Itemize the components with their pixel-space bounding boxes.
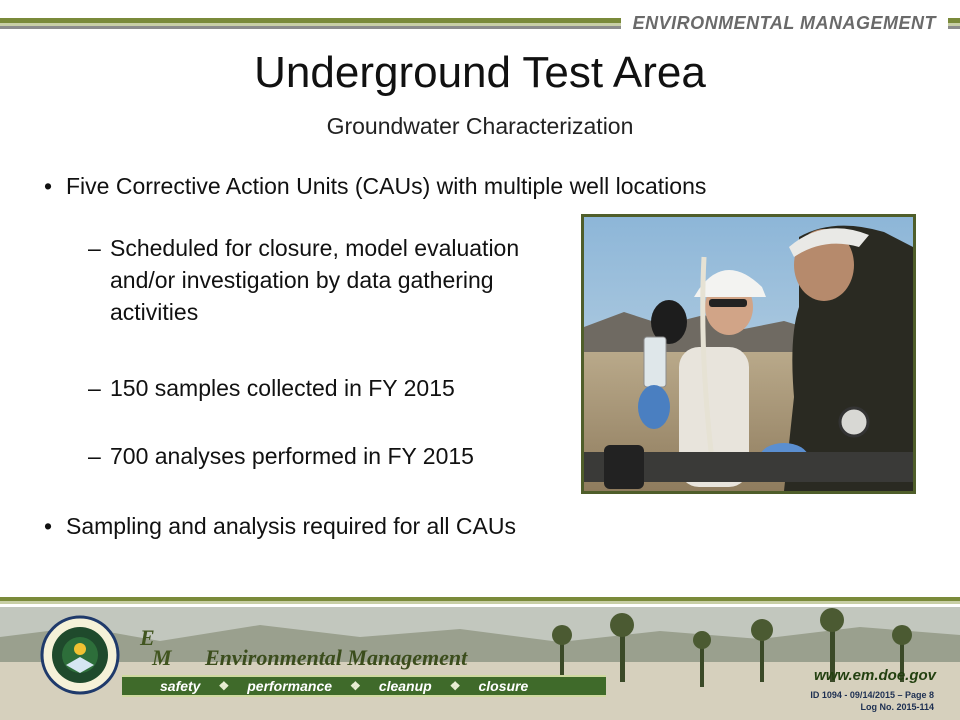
doe-seal-icon bbox=[40, 615, 120, 695]
diamond-separator-icon: ❖ bbox=[218, 679, 230, 693]
website-link[interactable]: www.em.doe.gov bbox=[814, 667, 936, 684]
slide-title: Underground Test Area bbox=[254, 48, 706, 97]
tagline-performance: performance bbox=[247, 678, 333, 694]
bullet-cau: • Five Corrective Action Units (CAUs) with multiple well locations bbox=[44, 170, 706, 202]
diamond-separator-icon: ❖ bbox=[449, 679, 461, 693]
slide-subtitle: Groundwater Characterization bbox=[326, 113, 634, 139]
em-letter-e: E bbox=[140, 625, 155, 650]
document-id bbox=[810, 689, 934, 713]
em-title: Environmental Management bbox=[205, 645, 468, 670]
groundwater-sampling-photo bbox=[581, 214, 916, 494]
diamond-separator-icon: ❖ bbox=[350, 679, 361, 693]
footer-stripe-light bbox=[0, 601, 960, 604]
document-id-line: ID 1094 - 09/14/2015 – Page 8 bbox=[810, 690, 934, 700]
subbullet-closure: – Scheduled for closure, model evaluation and/or investigation by data gathering activities bbox=[88, 232, 578, 328]
log-number: Log No. 2015-114 bbox=[860, 702, 934, 712]
em-letter-m: M bbox=[152, 645, 172, 670]
tagline-safety: safety bbox=[160, 678, 201, 694]
footer-stripe bbox=[0, 597, 960, 607]
tagline-bar bbox=[122, 675, 606, 697]
bullet-sampling: • Sampling and analysis required for all CAUs bbox=[44, 510, 516, 542]
em-logo bbox=[140, 625, 172, 670]
environmental-management-banner: ENVIRONMENTAL MANAGEMENT bbox=[621, 10, 948, 36]
subbullet-analyses: – 700 analyses performed in FY 2015 bbox=[88, 440, 578, 472]
tagline-closure: closure bbox=[478, 678, 529, 694]
photo-illustration bbox=[584, 217, 913, 491]
tagline-cleanup: cleanup bbox=[378, 678, 432, 694]
subbullet-samples: – 150 samples collected in FY 2015 bbox=[88, 372, 578, 404]
